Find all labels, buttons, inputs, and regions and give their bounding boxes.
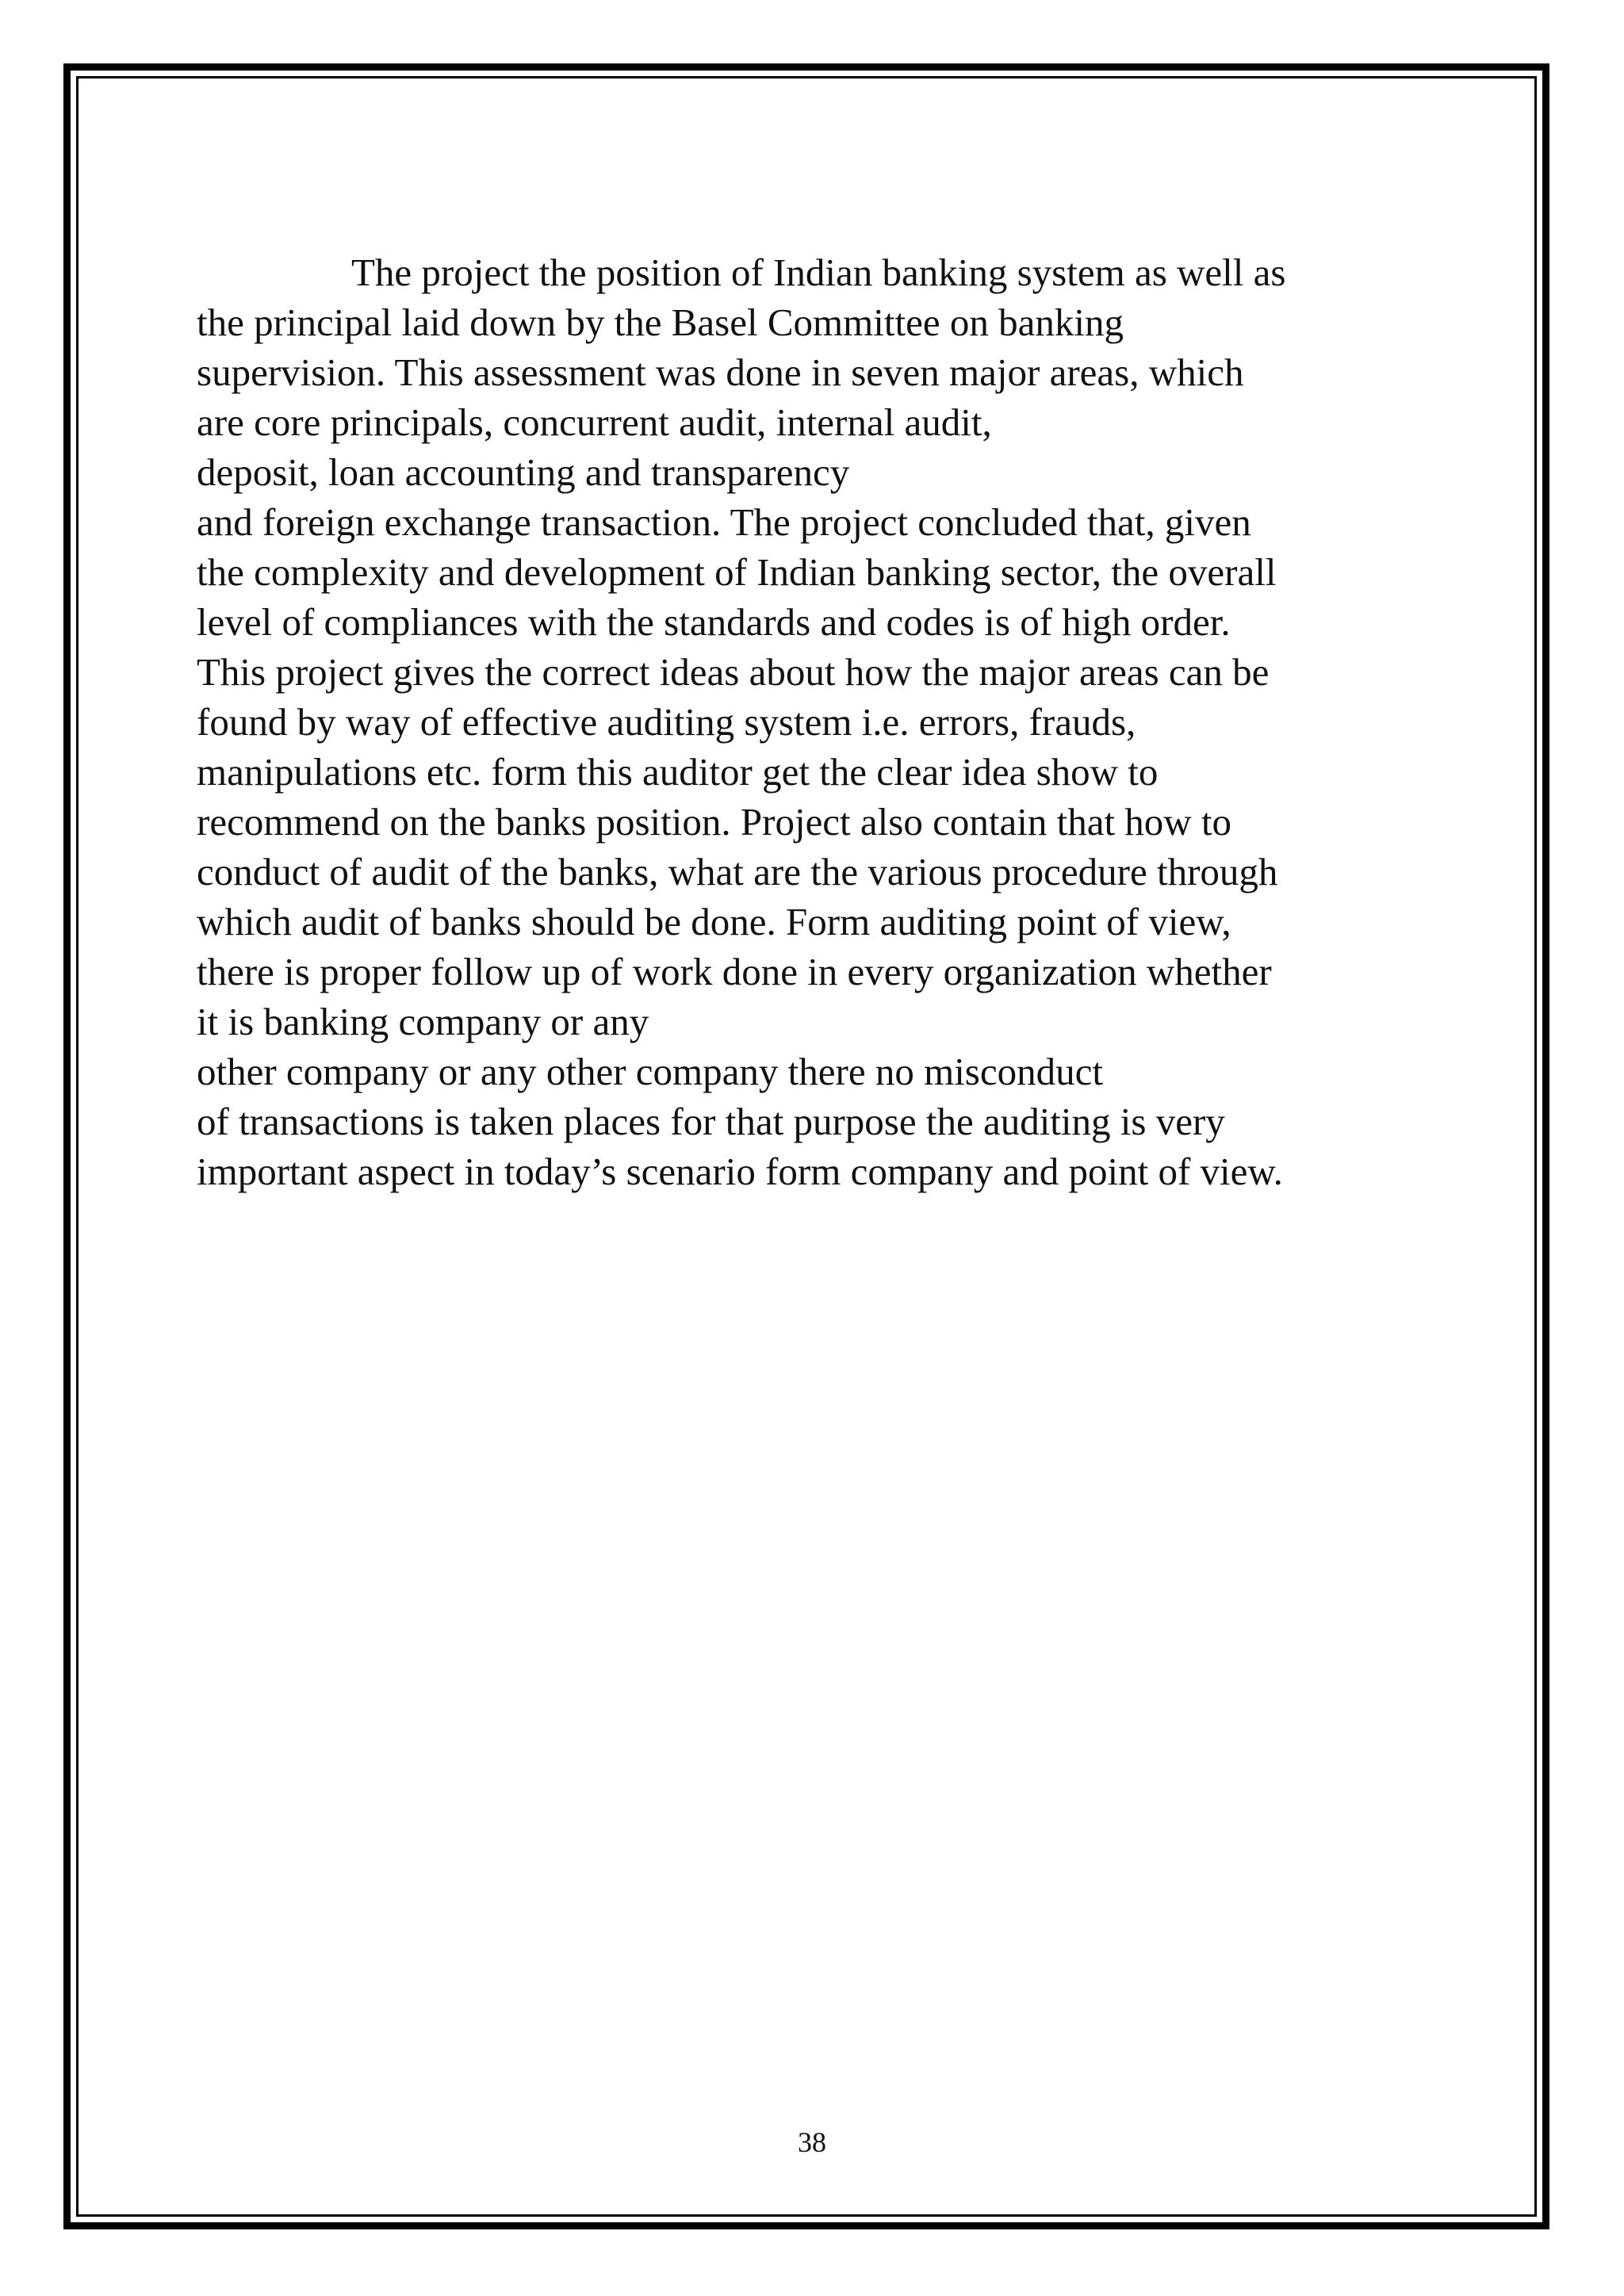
text-line: level of compliances with the standards and codes is of high order. <box>197 600 1231 644</box>
text-line: the complexity and development of Indian banking sector, the overall <box>197 550 1277 594</box>
text-line: which audit of banks should be done. Form auditing point of view, <box>197 900 1231 943</box>
text-line: it is banking company or any <box>197 1000 649 1043</box>
text-line: manipulations etc. form this auditor get the clear idea show to <box>197 750 1159 794</box>
text-line: of transactions is taken places for that purpose the auditing is very <box>197 1100 1225 1143</box>
text-line: the principal laid down by the Basel Committee on banking <box>197 300 1124 344</box>
text-line: deposit, loan accounting and transparency <box>197 450 850 494</box>
body-paragraph <box>197 247 1434 1196</box>
text-line: there is proper follow up of work done in every organization whether <box>197 950 1272 993</box>
text-line: important aspect in today’s scenario form company and point of view. <box>197 1150 1283 1193</box>
text-line: are core principals, concurrent audit, internal audit, <box>197 400 992 444</box>
text-line: supervision. This assessment was done in seven major areas, which <box>197 350 1244 394</box>
text-line: recommend on the banks position. Project also contain that how to <box>197 800 1232 844</box>
text-line: The project the position of Indian banking system as well as <box>351 251 1286 294</box>
text-line: This project gives the correct ideas about how the major areas can be <box>197 650 1270 694</box>
page-number: 38 <box>798 2126 826 2158</box>
text-line: conduct of audit of the banks, what are the various procedure through <box>197 850 1278 894</box>
text-line: found by way of effective auditing system i.e. errors, frauds, <box>197 700 1136 744</box>
text-line: and foreign exchange transaction. The project concluded that, given <box>197 500 1251 544</box>
text-line: other company or any other company there no misconduct <box>197 1050 1103 1093</box>
